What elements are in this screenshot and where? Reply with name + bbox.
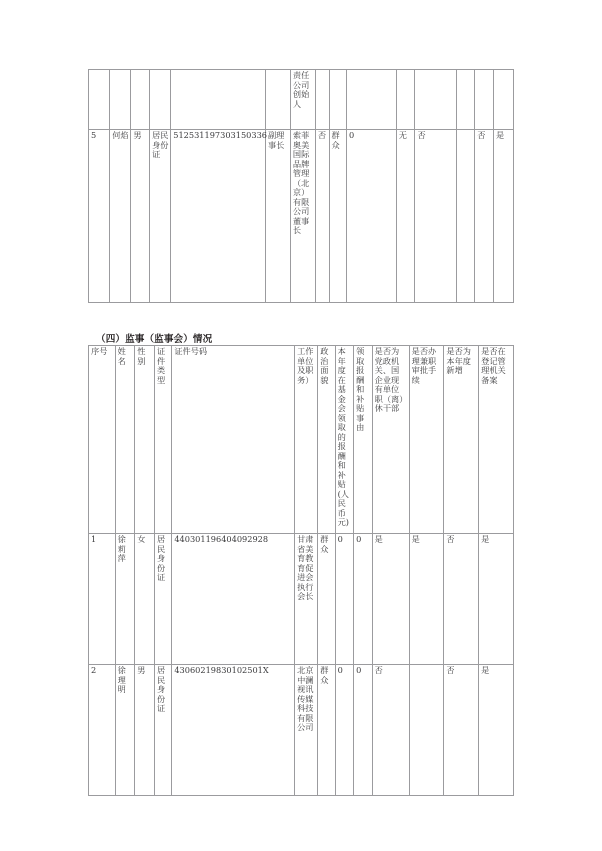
- header-filed-with-authority: 是否在登记管理机关备案: [479, 346, 514, 534]
- cell-filed-with-authority: [493, 70, 513, 130]
- cell-registered: 否: [475, 130, 494, 303]
- cell-registered: [475, 70, 494, 130]
- supervisors-table: [88, 345, 514, 796]
- cell-party-gov-retired: 是: [372, 534, 409, 665]
- cell-seq: 2: [89, 665, 116, 796]
- header-work-unit: 工作单位及职务）: [295, 346, 318, 534]
- header-gender: 性别: [135, 346, 155, 534]
- cell-gender: 男: [135, 665, 155, 796]
- cell-gender: 男: [131, 130, 150, 303]
- cell-new-this-year: 否: [444, 534, 479, 665]
- cell-political-status: 群众: [329, 130, 346, 303]
- cell-work-unit: 索菲奥美国际品牌管理（北京）有限公司董事长: [290, 130, 315, 303]
- cell-remuneration-amount: 0: [335, 665, 354, 796]
- cell-seq: 1: [89, 534, 116, 665]
- cell-work-unit: [290, 70, 315, 130]
- cell-concurrent-post-approved: [415, 70, 456, 130]
- cell-position: [265, 70, 290, 130]
- cell-political-status: 群众: [318, 665, 335, 796]
- table-header-row: [89, 346, 514, 534]
- table-row: [89, 534, 514, 665]
- header-id-number: 证件号码: [172, 346, 295, 534]
- cell-work-unit: 北京中澜视讯传媒科技有限公司: [295, 665, 318, 796]
- cell-remuneration-amount: 0: [346, 130, 396, 303]
- header-remuneration-amount: 本年度在基金会领取的报酬和补贴(人民币元): [335, 346, 354, 534]
- cell-new-this-year: [456, 130, 475, 303]
- cell-remuneration-reason: 0: [354, 534, 373, 665]
- header-concurrent-post-approved: 是否办理兼职审批手续: [409, 346, 444, 534]
- cell-political-status: 群众: [318, 534, 335, 665]
- header-name: 姓名: [115, 346, 135, 534]
- cell-id-type: 居民身份证: [154, 665, 171, 796]
- cell-remuneration-reason: 无: [396, 130, 415, 303]
- cell-party-gov-retired: 否: [315, 130, 329, 303]
- cell-filed-with-authority: 是: [493, 130, 513, 303]
- cell-filed-with-authority: 是: [479, 665, 514, 796]
- cell-filed-with-authority: 是: [479, 534, 514, 665]
- cell-remuneration-amount: 0: [335, 534, 354, 665]
- header-remuneration-reason: 领取报酬和补贴事由: [354, 346, 373, 534]
- cell-concurrent-post-approved: 是: [409, 534, 444, 665]
- cell-concurrent-post-approved: [409, 665, 444, 796]
- cell-party-gov-retired: [315, 70, 329, 130]
- work-unit-text: 责任公司创始人: [292, 70, 310, 109]
- cell-concurrent-post-approved: 否: [415, 130, 456, 303]
- cell-position: 副理事长: [265, 130, 290, 303]
- header-seq: 序号: [89, 346, 116, 534]
- header-party-gov-retired: 是否为党政机关、国企业现有单位职（离）休干部: [372, 346, 409, 534]
- directors-table: [88, 69, 514, 303]
- cell-id-number: [171, 70, 266, 130]
- section-heading: （四）监事（监事会）情况: [96, 334, 213, 345]
- cell-gender: 女: [135, 534, 155, 665]
- cell-id-type: [150, 70, 171, 130]
- cell-seq: [89, 70, 110, 130]
- header-id-type: 证件类型: [154, 346, 171, 534]
- cell-work-unit: 甘肃省美育教育促进会执行会长: [295, 534, 318, 665]
- cell-party-gov-retired: 否: [372, 665, 409, 796]
- header-new-this-year: 是否为本年度新增: [444, 346, 479, 534]
- cell-id-number: 440301196404092928: [172, 534, 295, 665]
- cell-new-this-year: 否: [444, 665, 479, 796]
- header-political-status: 政治面貌: [318, 346, 335, 534]
- cell-new-this-year: [456, 70, 475, 130]
- table-row: [89, 665, 514, 796]
- cell-id-type: 居民身份证: [154, 534, 171, 665]
- cell-gender: [131, 70, 150, 130]
- table-row-continued: [89, 70, 514, 130]
- cell-name: 徐莉萍: [115, 534, 135, 665]
- cell-id-number: 512531197303150336: [171, 130, 266, 303]
- cell-remuneration-reason: [396, 70, 415, 130]
- cell-seq: 5: [89, 130, 110, 303]
- cell-name: 徐理明: [115, 665, 135, 796]
- cell-id-number: 43060219830102501X: [172, 665, 295, 796]
- cell-id-type: 居民身份证: [150, 130, 171, 303]
- cell-name: [110, 70, 131, 130]
- cell-remuneration-amount: [346, 70, 396, 130]
- cell-political-status: [329, 70, 346, 130]
- cell-remuneration-reason: 0: [354, 665, 373, 796]
- table-row: [89, 130, 514, 303]
- cell-name: 何焰: [110, 130, 131, 303]
